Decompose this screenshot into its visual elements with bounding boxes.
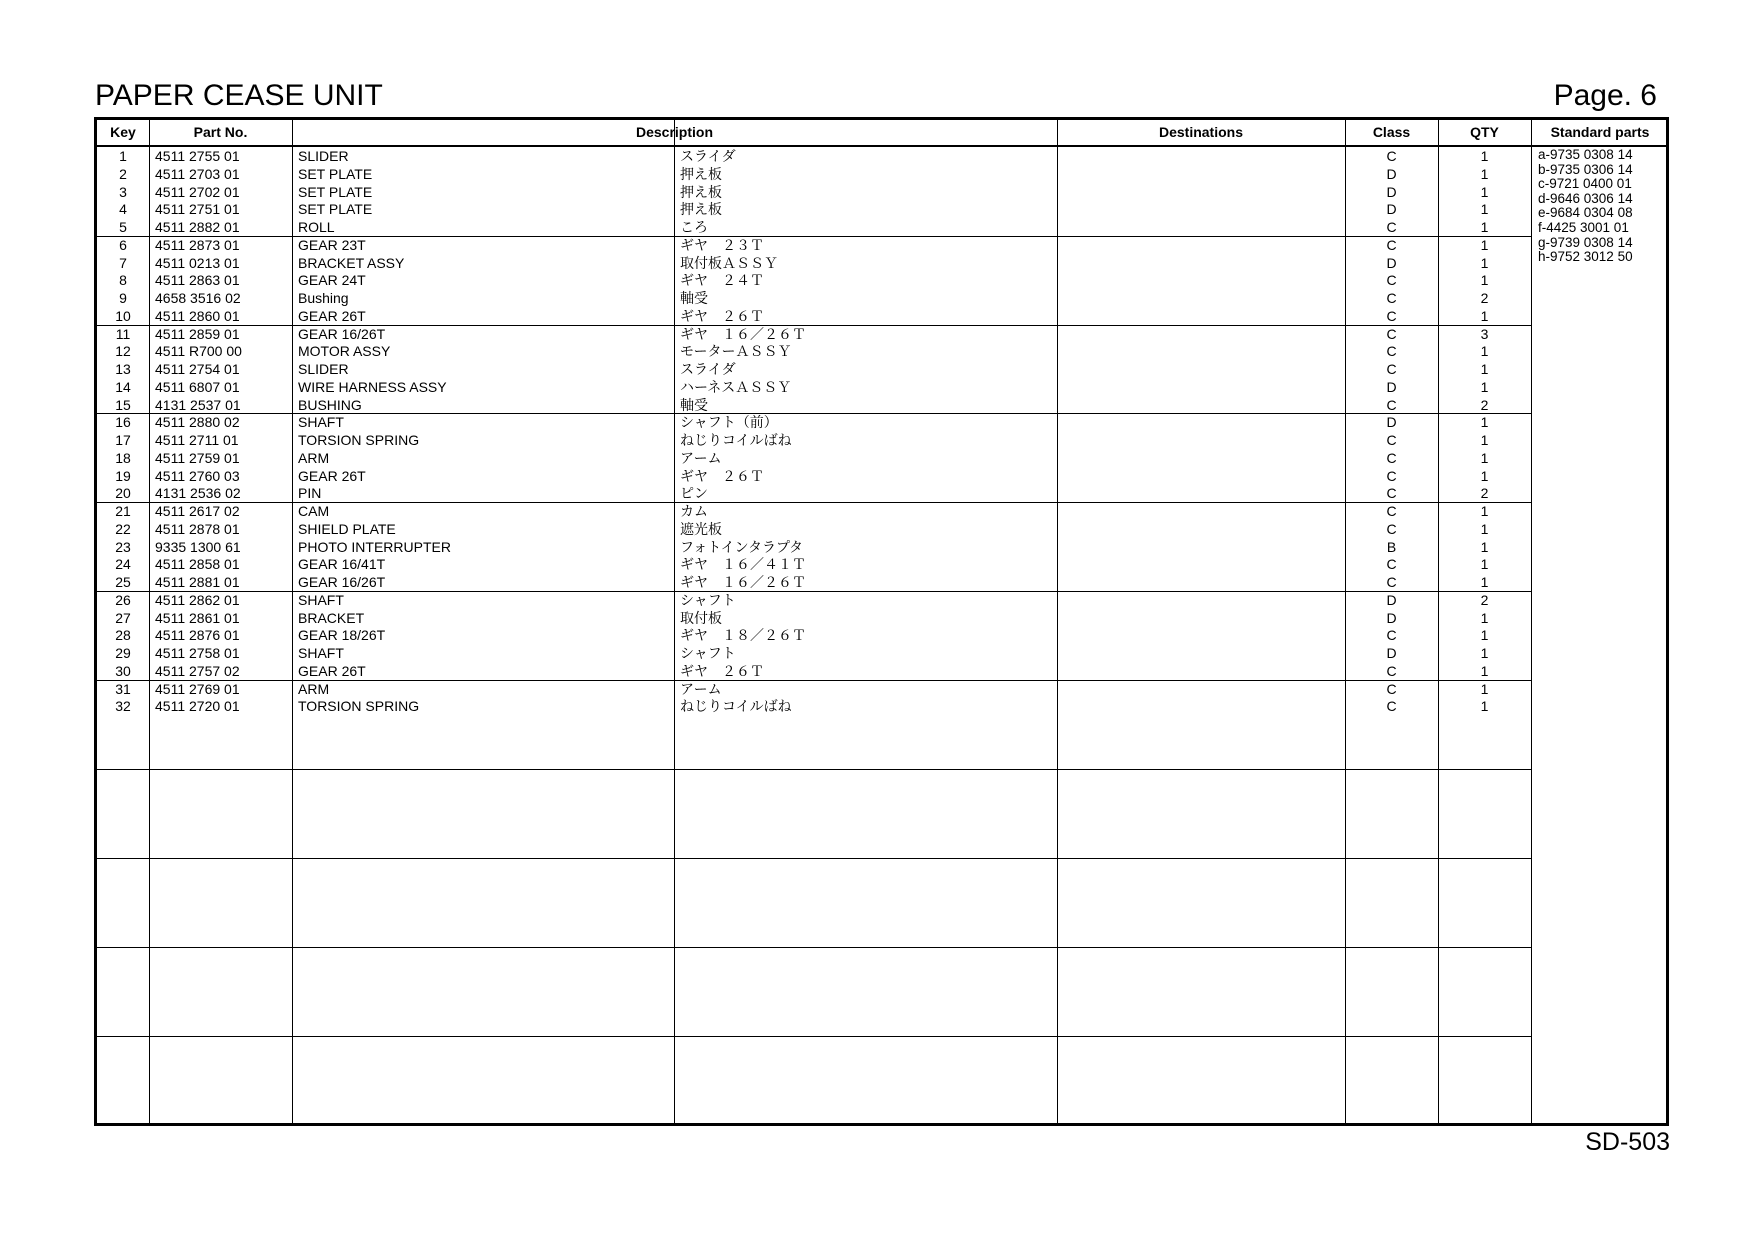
table-row <box>97 592 1666 610</box>
row-description-en: Bushing <box>298 290 349 306</box>
row-description-jp: シャフト（前） <box>680 414 778 431</box>
table-row <box>97 326 1666 344</box>
table-row <box>97 148 1666 166</box>
row-qty: 1 <box>1480 680 1489 697</box>
row-qty: 1 <box>1480 662 1489 679</box>
row-part-number: 4511 2720 01 <box>155 698 240 715</box>
row-description-en: BUSHING <box>298 396 362 413</box>
standard-part: g-9739 0308 14 <box>1538 234 1633 250</box>
row-class: C <box>1386 396 1397 413</box>
row-part-number: 4511 2757 02 <box>155 662 240 679</box>
standard-part: f-4425 3001 01 <box>1538 220 1629 235</box>
row-key: 26 <box>115 591 131 608</box>
row-class: C <box>1386 432 1397 448</box>
row-description-jp: モーターＡＳＳＹ <box>680 343 792 360</box>
row-key: 11 <box>115 325 131 342</box>
row-part-number: 4511 6807 01 <box>155 378 240 395</box>
group-divider <box>97 947 1531 948</box>
row-part-number: 4511 2759 01 <box>155 449 240 466</box>
row-key: 13 <box>115 361 131 377</box>
row-key: 9 <box>119 290 127 306</box>
row-part-number: 4511 2755 01 <box>155 148 240 164</box>
row-description-jp: ギヤ ２６Ｔ <box>680 307 764 324</box>
row-description-jp: ピン <box>680 485 708 502</box>
table-row <box>97 343 1666 361</box>
header-key: Key <box>110 124 136 140</box>
row-part-number: 4511 2881 01 <box>155 574 240 590</box>
row-description-en: GEAR 26T <box>298 662 366 679</box>
row-key: 22 <box>115 520 131 537</box>
table-row <box>97 556 1666 574</box>
row-key: 10 <box>115 307 131 324</box>
header-qty: QTY <box>1470 124 1499 140</box>
row-part-number: 4511 2860 01 <box>155 307 240 324</box>
row-description-jp: スライダ <box>680 361 736 377</box>
standard-part: h-9752 3012 50 <box>1538 249 1633 265</box>
row-qty: 1 <box>1480 645 1489 661</box>
row-key: 23 <box>115 538 131 555</box>
table-row <box>97 521 1666 539</box>
row-qty: 1 <box>1480 307 1489 324</box>
row-qty: 2 <box>1480 396 1489 413</box>
row-class: C <box>1386 680 1397 697</box>
table-row <box>97 361 1666 379</box>
row-class: C <box>1386 325 1397 342</box>
row-qty: 1 <box>1480 609 1489 626</box>
row-class: D <box>1386 183 1397 200</box>
row-class: C <box>1386 219 1397 235</box>
row-description-jp: 取付板 <box>680 609 722 626</box>
row-class: D <box>1386 165 1397 182</box>
row-description-jp: 遮光板 <box>680 520 722 537</box>
row-part-number: 4511 2861 01 <box>155 609 240 626</box>
row-class: D <box>1386 645 1397 661</box>
row-description-jp: ギヤ ２６Ｔ <box>680 662 764 679</box>
row-description-jp: ギヤ ２４Ｔ <box>680 272 764 289</box>
row-key: 8 <box>119 272 127 289</box>
row-qty: 1 <box>1480 432 1489 448</box>
table-row <box>97 485 1666 503</box>
row-qty: 1 <box>1480 236 1489 253</box>
row-part-number: 4511 2882 01 <box>155 219 240 235</box>
row-description-jp: ねじりコイルばね <box>680 432 792 448</box>
table-row <box>97 681 1666 699</box>
row-qty: 1 <box>1480 254 1489 271</box>
row-key: 30 <box>115 662 131 679</box>
row-qty: 1 <box>1480 627 1489 644</box>
row-class: C <box>1386 272 1397 289</box>
row-description-jp: ギヤ １６／２６Ｔ <box>680 574 806 590</box>
row-key: 25 <box>115 574 131 590</box>
row-part-number: 4511 2758 01 <box>155 645 240 661</box>
row-qty: 1 <box>1480 201 1489 218</box>
row-description-jp: 押え板 <box>680 183 722 200</box>
row-qty: 1 <box>1480 520 1489 537</box>
row-qty: 2 <box>1480 485 1489 502</box>
table-row <box>97 308 1666 326</box>
row-part-number: 4511 2862 01 <box>155 591 240 608</box>
row-class: D <box>1386 378 1397 395</box>
header-description: Description <box>635 124 713 140</box>
row-part-number: 4511 2863 01 <box>155 272 240 289</box>
row-class: D <box>1386 591 1397 608</box>
row-class: B <box>1386 538 1397 555</box>
row-class: C <box>1386 662 1397 679</box>
row-key: 12 <box>115 343 131 360</box>
row-class: D <box>1386 414 1397 431</box>
row-description-en: GEAR 16/41T <box>298 556 386 573</box>
row-key: 17 <box>115 432 131 448</box>
row-class: D <box>1386 254 1397 271</box>
table-row <box>97 255 1666 273</box>
row-description-en: SLIDER <box>298 361 349 377</box>
row-key: 7 <box>119 254 127 271</box>
row-description-en: GEAR 26T <box>298 307 366 324</box>
table-row <box>97 234 1666 255</box>
row-class: C <box>1386 148 1397 164</box>
row-key: 3 <box>119 183 127 200</box>
row-description-en: MOTOR ASSY <box>298 343 391 360</box>
table-row <box>97 698 1666 716</box>
row-description-jp: ギヤ １６／２６Ｔ <box>680 325 806 342</box>
row-description-en: GEAR 24T <box>298 272 366 289</box>
row-description-jp: ギヤ １８／２６Ｔ <box>680 627 806 644</box>
row-description-jp: ギヤ ２３Ｔ <box>680 236 764 253</box>
table-row <box>97 432 1666 450</box>
row-part-number: 4511 2873 01 <box>155 236 240 253</box>
row-part-number: 9335 1300 61 <box>155 538 241 555</box>
row-qty: 1 <box>1480 361 1489 377</box>
row-description-jp: ねじりコイルばね <box>680 698 792 715</box>
row-description-en: GEAR 16/26T <box>298 325 386 342</box>
row-description-jp: 軸受 <box>680 396 708 413</box>
row-qty: 1 <box>1480 272 1489 289</box>
row-description-en: GEAR 18/26T <box>298 627 386 644</box>
row-description-en: SET PLATE <box>298 165 373 182</box>
document-code: SD-503 <box>1585 1128 1670 1156</box>
row-class: C <box>1386 307 1397 324</box>
row-class: C <box>1386 467 1397 484</box>
row-key: 16 <box>115 414 131 431</box>
header-destinations: Destinations <box>1158 124 1243 140</box>
row-part-number: 4511 R700 00 <box>155 343 242 360</box>
row-description-en: CAM <box>298 503 330 519</box>
row-part-number: 4511 2760 03 <box>155 467 240 484</box>
row-class: D <box>1386 201 1397 218</box>
row-description-jp: カム <box>680 503 708 519</box>
row-description-jp: フォトインタラプタ <box>680 538 804 555</box>
row-description-en: SLIDER <box>298 148 349 164</box>
group-divider <box>97 1036 1531 1037</box>
row-key: 27 <box>115 609 131 626</box>
row-class: C <box>1386 520 1397 537</box>
row-part-number: 4511 2859 01 <box>155 325 240 342</box>
page-number: Page. 6 <box>1553 79 1657 112</box>
row-description-jp: ハーネスＡＳＳＹ <box>680 378 792 395</box>
row-class: C <box>1386 449 1397 466</box>
row-description-jp: アーム <box>680 449 722 466</box>
row-qty: 1 <box>1480 378 1489 395</box>
row-part-number: 4511 2858 01 <box>155 556 240 573</box>
row-part-number: 4511 2703 01 <box>155 165 240 182</box>
row-qty: 1 <box>1480 574 1489 590</box>
table-row <box>97 468 1666 486</box>
row-part-number: 4131 2536 02 <box>155 485 241 502</box>
row-class: D <box>1386 609 1397 626</box>
group-divider <box>97 769 1531 770</box>
header-part-no: Part No. <box>193 124 248 140</box>
row-part-number: 4131 2537 01 <box>155 396 241 413</box>
row-description-en: TORSION SPRING <box>298 432 420 448</box>
row-qty: 1 <box>1480 343 1489 360</box>
row-qty: 1 <box>1480 449 1489 466</box>
row-description-en: BRACKET <box>298 609 365 626</box>
row-description-jp: 軸受 <box>680 290 708 306</box>
row-qty: 1 <box>1480 503 1489 519</box>
row-part-number: 4511 2876 01 <box>155 627 240 644</box>
row-key: 19 <box>115 467 131 484</box>
standard-part: a-9735 0308 14 <box>1538 147 1633 162</box>
header-divider <box>97 145 1666 147</box>
table-row <box>97 610 1666 628</box>
row-key: 31 <box>115 680 131 697</box>
table-row <box>97 201 1666 219</box>
table-row <box>97 663 1666 681</box>
row-description-jp: 取付板ＡＳＳＹ <box>680 254 778 271</box>
row-part-number: 4511 2878 01 <box>155 520 240 537</box>
table-row <box>97 290 1666 308</box>
row-key: 24 <box>115 556 131 573</box>
row-description-jp: ギヤ ２６Ｔ <box>680 467 764 484</box>
row-class: C <box>1386 556 1397 573</box>
row-description-jp: アーム <box>680 680 722 697</box>
row-description-jp: 押え板 <box>680 201 722 218</box>
row-description-en: SHAFT <box>298 645 344 661</box>
row-part-number: 4511 2769 01 <box>155 680 240 697</box>
header-class: Class <box>1372 124 1411 140</box>
table-row <box>97 397 1666 415</box>
row-qty: 1 <box>1480 148 1489 164</box>
row-part-number: 4511 0213 01 <box>155 254 240 271</box>
row-description-en: SET PLATE <box>298 183 373 200</box>
row-description-jp: ギヤ １６／４１Ｔ <box>680 556 806 573</box>
table-row <box>97 414 1666 432</box>
row-qty: 1 <box>1480 698 1489 715</box>
row-key: 18 <box>115 449 131 466</box>
row-part-number: 4511 2880 02 <box>155 414 240 431</box>
row-qty: 1 <box>1480 414 1489 431</box>
standard-part: c-9721 0400 01 <box>1538 176 1632 192</box>
row-key: 14 <box>115 378 131 395</box>
row-key: 6 <box>119 236 127 253</box>
table-row <box>97 272 1666 290</box>
row-class: C <box>1386 698 1397 715</box>
row-description-jp: ころ <box>680 219 708 235</box>
row-key: 2 <box>119 165 127 182</box>
row-part-number: 4511 2754 01 <box>155 361 240 377</box>
table-row <box>97 166 1666 184</box>
row-qty: 1 <box>1480 219 1489 235</box>
row-class: C <box>1386 574 1397 590</box>
row-part-number: 4511 2702 01 <box>155 183 240 200</box>
row-qty: 2 <box>1480 290 1489 306</box>
row-class: C <box>1386 361 1397 377</box>
table-row <box>97 627 1666 645</box>
standard-part: b-9735 0306 14 <box>1538 161 1633 177</box>
row-class: C <box>1386 485 1397 502</box>
row-description-en: SHAFT <box>298 414 344 431</box>
table-row <box>97 379 1666 397</box>
standard-part: e-9684 0304 08 <box>1538 205 1633 221</box>
row-key: 32 <box>115 698 131 715</box>
page-title: PAPER CEASE UNIT <box>95 79 383 112</box>
row-qty: 1 <box>1480 538 1489 555</box>
table-row <box>97 574 1666 592</box>
row-description-en: ROLL <box>298 219 335 235</box>
row-class: C <box>1386 343 1397 360</box>
row-description-en: SHAFT <box>298 591 344 608</box>
row-description-en: SHIELD PLATE <box>298 520 396 537</box>
table-row <box>97 184 1666 202</box>
row-description-en: BRACKET ASSY <box>298 254 405 271</box>
row-description-jp: シャフト <box>680 645 736 661</box>
row-qty: 2 <box>1480 591 1489 608</box>
row-qty: 1 <box>1480 165 1489 182</box>
row-key: 28 <box>115 627 131 644</box>
row-key: 29 <box>115 645 131 661</box>
row-key: 15 <box>115 396 131 413</box>
row-class: C <box>1386 503 1397 519</box>
row-description-en: PHOTO INTERRUPTER <box>298 538 451 555</box>
row-description-en: ARM <box>298 449 330 466</box>
table-row <box>97 219 1666 237</box>
standard-part: d-9646 0306 14 <box>1538 190 1633 206</box>
row-key: 20 <box>115 485 131 502</box>
row-description-en: ARM <box>298 680 330 697</box>
row-class: C <box>1386 290 1397 306</box>
header-standard-parts: Standard parts <box>1550 124 1650 140</box>
row-key: 4 <box>119 201 127 218</box>
row-part-number: 4658 3516 02 <box>155 290 241 306</box>
row-part-number: 4511 2711 01 <box>155 432 239 448</box>
row-class: C <box>1386 627 1397 644</box>
row-key: 1 <box>119 148 127 164</box>
row-qty: 1 <box>1480 183 1489 200</box>
row-key: 5 <box>119 219 127 235</box>
row-description-en: GEAR 26T <box>298 467 366 484</box>
row-qty: 1 <box>1480 556 1489 573</box>
table-row <box>97 503 1666 521</box>
row-description-jp: 押え板 <box>680 165 722 182</box>
row-description-jp: スライダ <box>680 148 736 164</box>
row-description-jp: シャフト <box>680 591 736 608</box>
table-row <box>97 450 1666 468</box>
row-description-en: SET PLATE <box>298 201 373 218</box>
row-part-number: 4511 2617 02 <box>155 503 240 519</box>
row-key: 21 <box>115 503 131 519</box>
row-description-en: GEAR 23T <box>298 236 366 253</box>
table-row <box>97 539 1666 557</box>
group-divider <box>97 858 1531 859</box>
parts-table <box>94 117 1669 1126</box>
row-description-en: PIN <box>298 485 322 502</box>
row-qty: 3 <box>1480 325 1489 342</box>
row-description-en: TORSION SPRING <box>298 698 420 715</box>
row-class: C <box>1386 236 1397 253</box>
row-description-en: GEAR 16/26T <box>298 574 386 590</box>
row-qty: 1 <box>1480 467 1489 484</box>
table-row <box>97 645 1666 663</box>
row-part-number: 4511 2751 01 <box>155 201 240 218</box>
row-description-en: WIRE HARNESS ASSY <box>298 378 447 395</box>
